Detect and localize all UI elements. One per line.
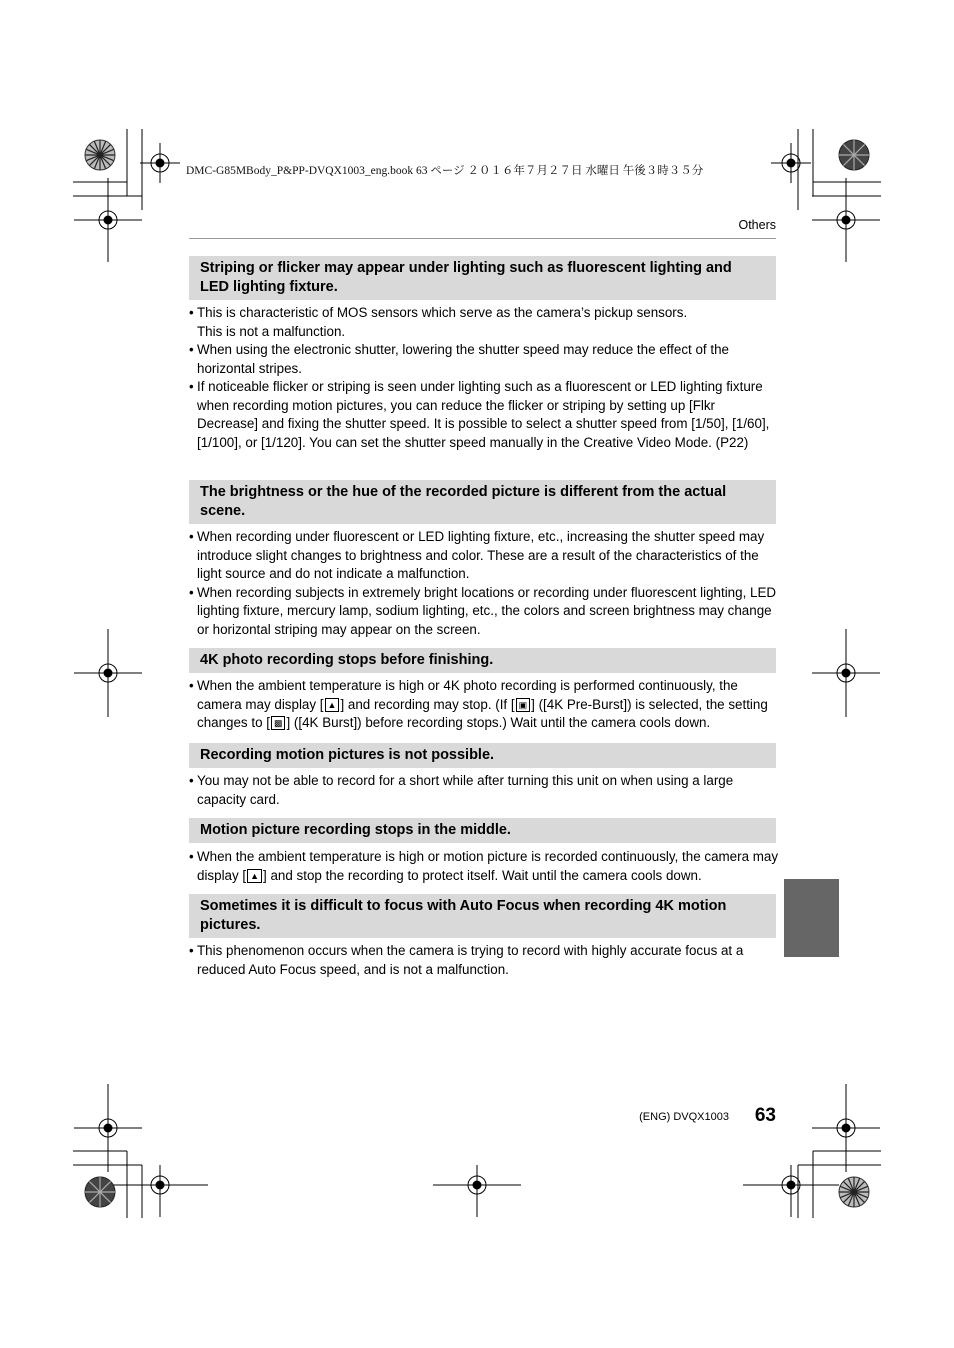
- bullet-list-motion-not-possible: [189, 772, 779, 809]
- page-number: 63: [754, 1105, 776, 1126]
- section-heading-motion-stops: Motion picture recording stops in the middle.: [189, 818, 776, 843]
- list-item: • This is characteristic of MOS sensors which serve as the camera’s pickup sensors. This is not a malfunction.: [189, 304, 779, 341]
- bullet-list-4k-photo: [189, 677, 779, 733]
- list-item: • When the ambient temperature is high or 4K photo recording is performed continuously, the camera may display [ ▲ ] and recording may stop. (If [ ▣ ] ([4K Pre-Burst]) is selected, the setting changes to [ ▩ ] ([4K Burst]) before recording stops.) Wait until the camera cools down.: [189, 677, 779, 733]
- temperature-warning-icon: ▲: [247, 869, 262, 883]
- section-heading-motion-not-possible: Recording motion pictures is not possible.: [189, 743, 776, 768]
- chapter-side-tab: [784, 879, 839, 957]
- list-item: • When recording under fluorescent or LED lighting fixture, etc., increasing the shutter speed may introduce slight changes to brightness and color. These are a result of the characteristics of the light source and do not indicate a malfunction.: [189, 528, 779, 584]
- temperature-warning-icon: ▲: [325, 698, 340, 712]
- 4k-burst-icon: ▩: [271, 716, 286, 730]
- section-heading-auto-focus: Sometimes it is difficult to focus with Auto Focus when recording 4K motion pictures.: [189, 894, 776, 938]
- footer-code: (ENG) DVQX1003: [639, 1111, 729, 1123]
- print-header: DMC-G85MBody_P&PP-DVQX1003_eng.book 63 ページ ２０１６年７月２７日 水曜日 午後３時３５分: [186, 165, 704, 177]
- list-item: • This phenomenon occurs when the camera is trying to record with highly accurate focus at a reduced Auto Focus speed, and is not a malfunction.: [189, 942, 779, 979]
- bullet-list-auto-focus: [189, 942, 779, 979]
- list-item: • You may not be able to record for a short while after turning this unit on when using a large capacity card.: [189, 772, 779, 809]
- section-heading-4k-photo: 4K photo recording stops before finishing.: [189, 648, 776, 673]
- section-label: Others: [738, 218, 776, 232]
- list-item: • When using the electronic shutter, lowering the shutter speed may reduce the effect of the horizontal stripes.: [189, 341, 779, 378]
- bullet-list-motion-stops: [189, 848, 779, 885]
- list-item: • When the ambient temperature is high or motion picture is recorded continuously, the camera may display [ ▲ ] and stop the recording to protect itself. Wait until the camera cools down.: [189, 848, 779, 885]
- header-rule: [189, 238, 776, 239]
- list-item: • If noticeable flicker or striping is seen under lighting such as a fluorescent or LED lighting fixture when recording motion pictures, you can reduce the flicker or striping by setting up [Flkr Decrease] and fixing the shutter speed. It is possible to select a shutter speed from [1/50], [1/60], [1/100], or [1/120]. You can set the shutter speed manually in the Creative Video Mode. (P22): [189, 378, 779, 452]
- bullet-list-striping: [189, 304, 779, 452]
- bullet-list-brightness: [189, 528, 779, 639]
- section-heading-striping: Striping or flicker may appear under lighting such as fluorescent lighting and LED lighting fixture.: [189, 256, 776, 300]
- 4k-pre-burst-icon: ▣: [516, 698, 531, 712]
- section-heading-brightness: The brightness or the hue of the recorded picture is different from the actual scene.: [189, 480, 776, 524]
- list-item: • When recording subjects in extremely bright locations or recording under fluorescent lighting, LED lighting fixture, mercury lamp, sodium lighting, etc., the colors and screen brightness may change or horizontal striping may appear on the screen.: [189, 584, 779, 640]
